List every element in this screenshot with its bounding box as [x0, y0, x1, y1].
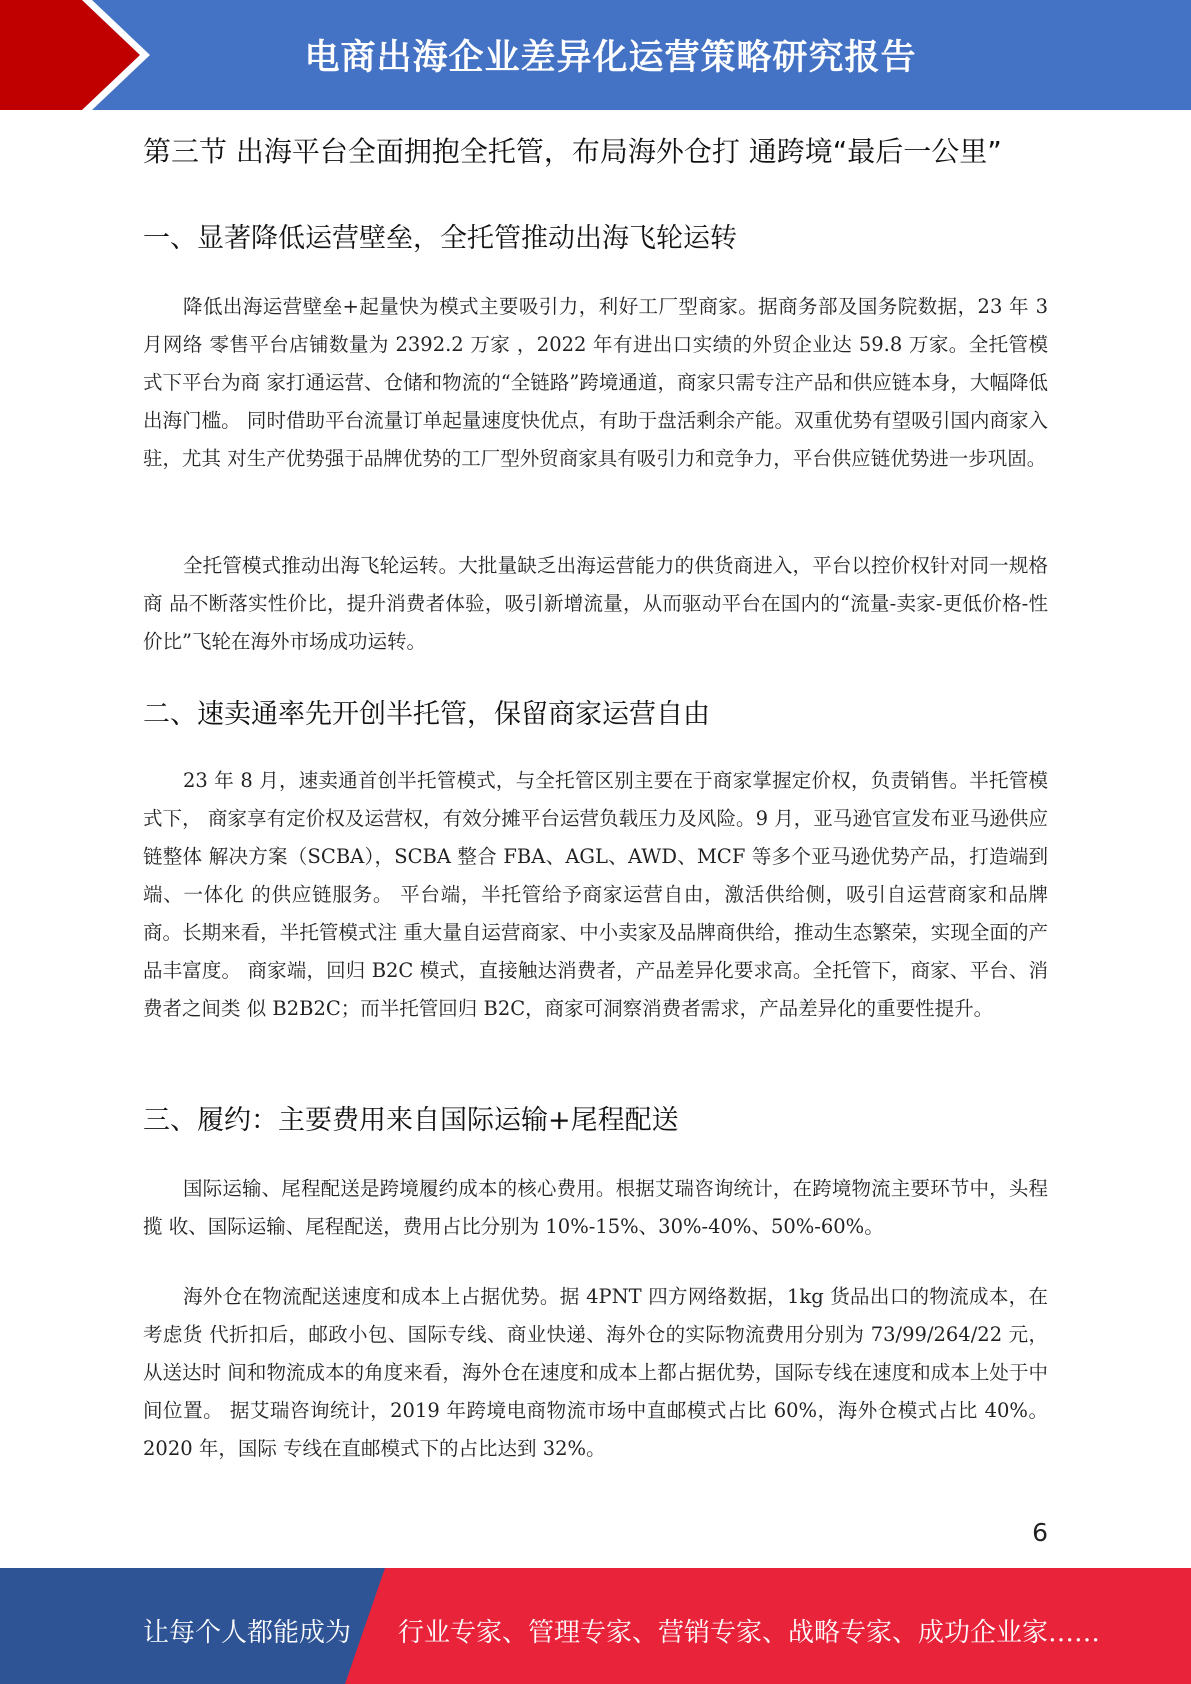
section-3-paragraph-2: 海外仓在物流配送速度和成本上占据优势。据 4PNT 四方网络数据，1kg 货品出口的物流成本，在考虑货 代折扣后，邮政小包、国际专线、商业快递、海外仓的实际物流费用分别为 73/99/264/22 元，从送达时 间和物流成本的角度来看，海外仓在速度和成本上都占据优势，国际专线在速度和成本上处于中间位置。 据艾瑞咨询统计，2019 年跨境电商物流市场中直邮模式占比 60%，海外仓模式占比 40%。2020 年，国际 专线在直邮模式下的占比达到 32%。 [143, 1285, 1048, 1460]
footer-slogan-left: 让每个人都能成为 [143, 1618, 352, 1648]
section-1-title: 一、显著降低运营壁垒，全托管推动出海飞轮运转 [143, 223, 737, 254]
section-1-paragraph-1: 降低出海运营壁垒+起量快为模式主要吸引力，利好工厂型商家。据商务部及国务院数据，23 年 3 月网络 零售平台店铺数量为 2392.2 万家 ，2022 年有进出口实绩的外贸企业达 59.8 万家。全托管模式下平台为商 家打通运营、仓储和物流的“全链路”跨境通道，商家只需专注产品和供应链本身，大幅降低出海门槛。 同时借助平台流量订单起量速度快优点，有助于盘活剩余产能。双重优势有望吸引国内商家入驻，尤其 对生产优势强于品牌优势的工厂型外贸商家具有吸引力和竞争力，平台供应链优势进一步巩固。 [143, 295, 1048, 470]
section-2-paragraph-1: 23 年 8 月，速卖通首创半托管模式，与全托管区别主要在于商家掌握定价权，负责销售。半托管模式下， 商家享有定价权及运营权，有效分摊平台运营负载压力及风险。9 月，亚马逊官宣发布亚马逊供应链整体 解决方案（SCBA），SCBA 整合 FBA、AGL、AWD、MCF 等多个亚马逊优势产品，打造端到端、一体化 的供应链服务。 平台端，半托管给予商家运营自由，激活供给侧，吸引自运营商家和品牌商。长期来看，半托管模式注 重大量自运营商家、中小卖家及品牌商供给，推动生态繁荣，实现全面的产品丰富度。 商家端，回归 B2C 模式，直接触达消费者，产品差异化要求高。全托管下，商家、平台、消费者之间类 似 B2B2C；而半托管回归 B2C，商家可洞察消费者需求，产品差异化的重要性提升。 [143, 769, 1048, 1020]
report-title: 电商出海企业差异化运营策略研究报告 [304, 38, 917, 78]
section-2-title: 二、速卖通率先开创半托管，保留商家运营自由 [143, 699, 710, 730]
page-number: 6 [1032, 1518, 1048, 1547]
chapter-title: 第三节 出海平台全面拥抱全托管，布局海外仓打 通跨境“最后一公里” [143, 135, 1002, 168]
section-3-title: 三、履约：主要费用来自国际运输+尾程配送 [143, 1105, 679, 1136]
page-header [0, 0, 1191, 110]
section-1-paragraph-2: 全托管模式推动出海飞轮运转。大批量缺乏出海运营能力的供货商进入，平台以控价权针对同一规格商 品不断落实性价比，提升消费者体验，吸引新增流量，从而驱动平台在国内的“流量-卖家-更低价格-性 价比”飞轮在海外市场成功运转。 [143, 554, 1048, 653]
section-3-paragraph-1: 国际运输、尾程配送是跨境履约成本的核心费用。根据艾瑞咨询统计，在跨境物流主要环节中，头程揽 收、国际运输、尾程配送，费用占比分别为 10%-15%、30%-40%、50%-60%。 [143, 1177, 1048, 1238]
footer-slogan-right: 行业专家、管理专家、营销专家、战略专家、成功企业家…… [398, 1618, 1101, 1648]
